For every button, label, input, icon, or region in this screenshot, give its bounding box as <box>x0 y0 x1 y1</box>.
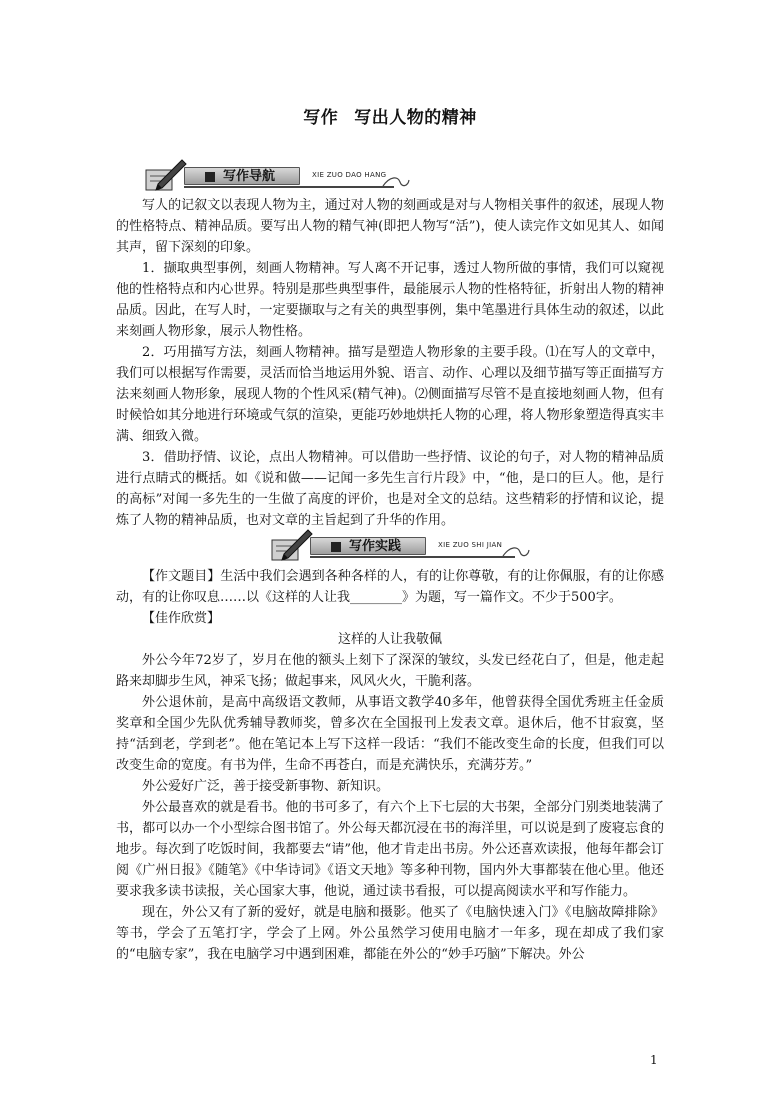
essay-title: 这样的人让我敬佩 <box>337 632 442 647</box>
essay-paragraph: 现在，外公又有了新的爱好，就是电脑和摄影。他买了《电脑快速入门》《电脑故障排除》等书，学会了五笔打字，学会了上网。外公虽然学习使用电脑才一年多，现在却成了我们家的“电脑专家”，我在电脑学习中遇到困难，都能在外公的“妙手巧脑”下解决。外公 <box>116 905 664 962</box>
paragraph: 1．撷取典型事例，刻画人物精神。写人离不开记事，透过人物所做的事情，我们可以窥视他的性格特点和内心世界。特别是那些典型事件，最能展示人物的性格特征，折射出人物的精神品质。因此，在写人时，一定要撷取与之有关的典型事例，集中笔墨进行具体生动的叙述，以此来刻画人物形象，展示人物性格。 <box>116 261 664 339</box>
appreciation-label: 【佳作欣赏】 <box>142 611 221 626</box>
essay-paragraph: 外公今年72岁了，岁月在他的额头上刻下了深深的皱纹，头发已经花白了，但是，他走起路来却脚步生风，神采飞扬；做起事来，风风火火，干脆利落。 <box>116 653 664 689</box>
pen-icon <box>270 528 314 562</box>
essay-paragraph: 外公最喜欢的就是看书。他的书可多了，有六个上下七层的大书架，全部分门别类地装满了书，都可以办一个小型综合图书馆了。外公每天都沉浸在书的海洋里，可以说是到了废寝忘食的地步。每次到了吃饭时间，我都要去“请”他，他才肯走出书房。外公还喜欢读报，他每年都会订阅《广州日报》《随笔》《中华诗词》《语文天地》等多种刊物，国内外大事都装在他心里。他还要求我多读书读报，关心国家大事，他说，通过读书看报，可以提高阅读水平和写作能力。 <box>116 800 664 899</box>
section-pinyin: XIE ZUO SHI JIAN <box>438 541 503 549</box>
swirl-ornament-icon <box>382 174 410 190</box>
title-part-b: 写出人物的精神 <box>354 108 477 128</box>
paragraph: 写人的记叙文以表现人物为主，通过对人物的刻画或是对与人物相关事件的叙述，展现人物的性格特点、精神品质。要写出人物的精气神(即把人物写“活”)，使人读完作文如见其人、如闻其声，留下深刻的印象。 <box>116 198 664 255</box>
paragraph: 3．借助抒情、议论，点出人物精神。可以借助一些抒情、议论的句子，对人物的精神品质进行点睛式的概括。如《说和做——记闻一多先生言行片段》中，“他，是口的巨人。他，是行的高标”对闻一多先生的一生做了高度的评价，也是对全文的总结。这些精彩的抒情和议论，提炼了人物的精神品质，也对文章的主旨起到了升华的作用。 <box>116 450 664 528</box>
essay-paragraph: 外公退休前，是高中高级语文教师，从事语文教学40多年，他曾获得全国优秀班主任金质奖章和全国少先队优秀辅导教师奖，曾多次在全国报刊上发表文章。退休后，他不甘寂寞，坚持“活到老，学到老”。他在笔记本上写下这样一段话：“我们不能改变生命的长度，但我们可以改变生命的宽度。有书为伴，生命不再苍白，而是充满快乐，充满芬芳。” <box>116 695 664 773</box>
section-banner-writing-guide <box>144 158 414 192</box>
section-label: 写作导航 <box>184 167 300 185</box>
page-title <box>0 103 780 128</box>
paragraph: 2．巧用描写方法，刻画人物精神。描写是塑造人物形象的主要手段。⑴在写人的文章中，我们可以根据写作需要，灵活而恰当地运用外貌、语言、动作、心理以及细节描写等正面描写方法来刻画人物形象，展现人物的个性风采(精气神)。⑵侧面描写尽管不是直接地刻画人物，但有时候恰如其分地进行环境或气氛的渲染，更能巧妙地烘托人物的心理，将人物形象塑造得真实丰满、细致入微。 <box>116 345 664 444</box>
section-label: 写作实践 <box>310 537 426 555</box>
essay-paragraph: 外公爱好广泛，善于接受新事物、新知识。 <box>142 779 390 794</box>
page-number: 1 <box>650 1053 658 1067</box>
swirl-ornament-icon <box>502 544 530 560</box>
pen-icon <box>144 158 188 192</box>
essay-prompt: 【作文题目】生活中我们会遇到各种各样的人，有的让你尊敬，有的让你佩服，有的让你感动，有的让你叹息……以《这样的人让我________》为题，写一篇作文。不少于500字。 <box>116 569 664 605</box>
writing-practice-body <box>116 566 664 965</box>
writing-guide-body <box>116 195 664 531</box>
section-pinyin: XIE ZUO DAO HANG <box>312 171 387 179</box>
section-banner-writing-practice <box>270 528 540 562</box>
title-part-a: 写作 <box>303 108 339 128</box>
